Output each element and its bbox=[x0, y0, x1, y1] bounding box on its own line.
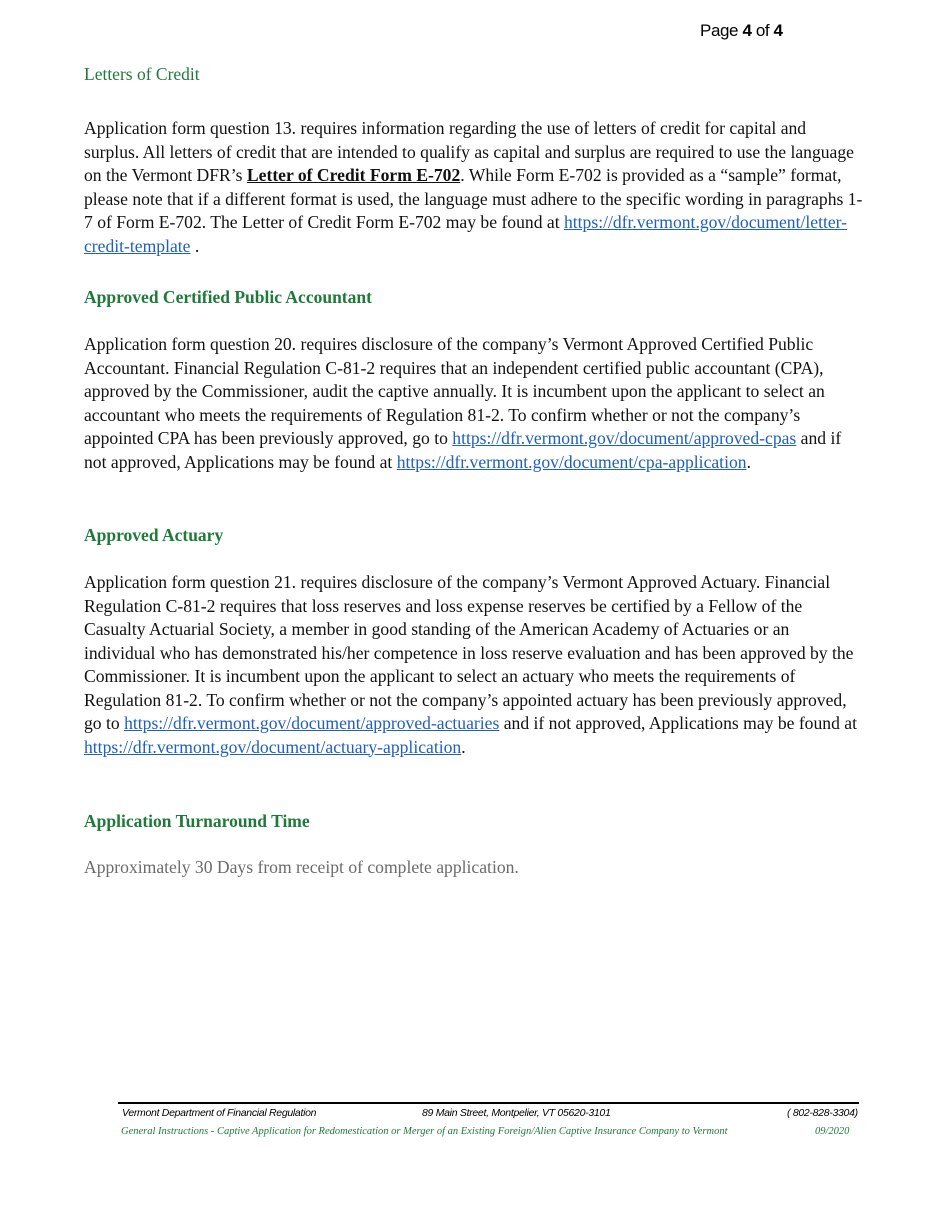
footer-phone: ( 802-828-3304) bbox=[787, 1107, 858, 1119]
section-heading-approved-actuary: Approved Actuary bbox=[84, 525, 224, 545]
section-heading-approved-cpa: Approved Certified Public Accountant bbox=[84, 287, 372, 307]
actuary-application-link[interactable]: https://dfr.vermont.gov/document/actuary-application bbox=[84, 736, 462, 757]
footer-org: Vermont Department of Financial Regulation bbox=[122, 1107, 317, 1119]
section-heading-letters-of-credit: Letters of Credit bbox=[84, 64, 200, 84]
approved-cpas-link[interactable]: https://dfr.vermont.gov/document/approved-cpas bbox=[452, 428, 797, 448]
footer-date: 09/2020 bbox=[815, 1126, 850, 1137]
footer-address: 89 Main Street, Montpelier, VT 05620-3101 bbox=[422, 1107, 611, 1119]
turnaround-time-text: Approximately 30 Days from receipt of complete application. bbox=[84, 857, 519, 877]
paragraph-letters-of-credit: Application form question 13. requires information regarding the use of letters of credit for capital and surplus. All letters of credit that are intended to qualify as capital and surplus are required to use the language on the Vermont DFR’s Letter of Credit Form E-702. While Form E-702 is provided as a “sample” format, please note that if a different format is used, the language must adhere to the specific wording in paragraphs 1-7 of Form E-702. The Letter of Credit Form E-702 may be found at https://dfr.vermont.gov/document/letter-credit-template . bbox=[84, 118, 863, 256]
page-total: 4 bbox=[773, 21, 783, 40]
letter-credit-template-link[interactable]: https://dfr.vermont.gov/document/letter-credit-template bbox=[84, 212, 848, 256]
footer-document-title: General Instructions - Captive Application for Redomestication or Merger of an Existing Foreign/Alien Captive Insurance Company to Vermont bbox=[121, 1126, 728, 1137]
cpa-application-link[interactable]: https://dfr.vermont.gov/document/cpa-application bbox=[396, 451, 747, 472]
approved-actuaries-link[interactable]: https://dfr.vermont.gov/document/approved-actuaries bbox=[124, 713, 500, 733]
section-heading-turnaround-time: Application Turnaround Time bbox=[84, 811, 310, 831]
footer-divider bbox=[118, 1102, 859, 1104]
paragraph-approved-cpa: Application form question 20. requires disclosure of the company’s Vermont Approved Certified Public Accountant. Financial Regulation C-81-2 requires that an independent certified public accountant (CPA), approved by the Commissioner, audit the captive annually. It is incumbent upon the applicant to select an accountant who meets the requirements of Regulation 81-2. To confirm whether or not the company’s appointed CPA has been previously approved, go to https://dfr.vermont.gov/document/approved-cpas and if not approved, Applications may be found at https://dfr.vermont.gov/document/cpa-application. bbox=[84, 334, 842, 472]
paragraph-approved-actuary: Application form question 21. requires disclosure of the company’s Vermont Approved Actuary. Financial Regulation C-81-2 requires that loss reserves and loss expense reserves be certified by a Fellow of the Casualty Actuarial Society, a member in good standing of the American Academy of Actuaries or an individual who has demonstrated his/her competence in loss reserve evaluation and has been approved by the Commissioner. It is incumbent upon the applicant to select an actuary who meets the requirements of Regulation 81-2. To confirm whether or not the company’s appointed actuary has been previously approved, go to https://dfr.vermont.gov/document/approved-actuaries and if not approved, Applications may be found at https://dfr.vermont.gov/document/actuary-application. bbox=[84, 572, 857, 757]
page-number: Page 4 of 4 bbox=[700, 21, 783, 40]
page-current: 4 bbox=[742, 21, 752, 40]
form-e702-title: Letter of Credit Form E-702 bbox=[246, 165, 461, 185]
